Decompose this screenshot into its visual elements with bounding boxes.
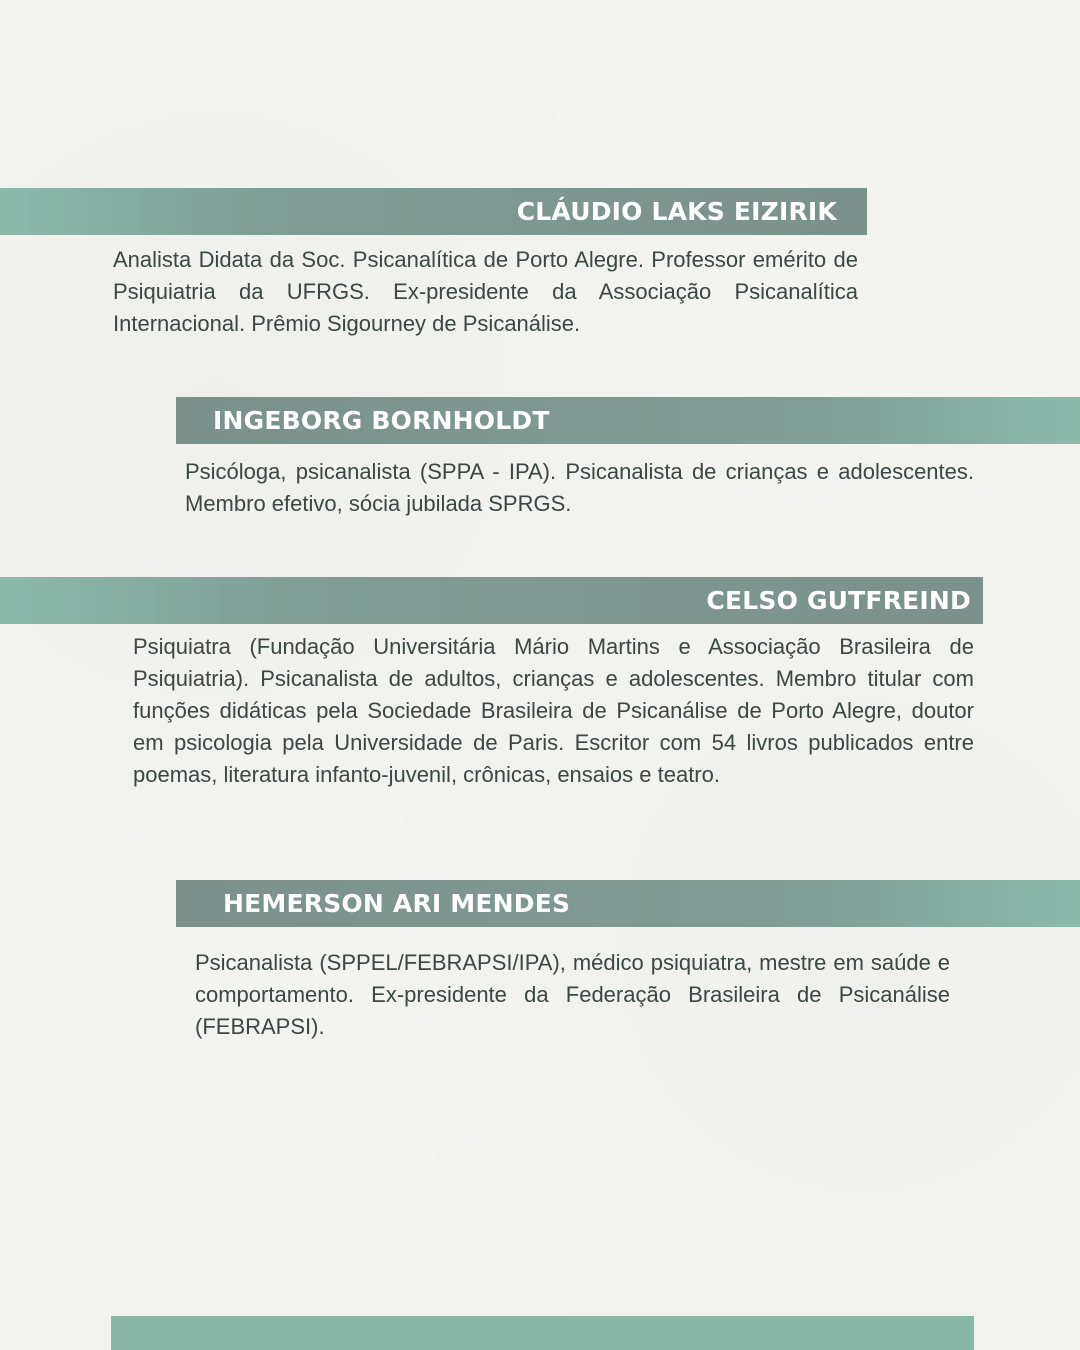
profile-name: CLÁUDIO LAKS EIZIRIK — [516, 197, 837, 226]
profile-bio: Psicanalista (SPPEL/FEBRAPSI/IPA), médico psiquiatra, mestre em saúde e comportamento. Ex-presidente da Federação Brasileira de Psicanálise (FEBRAPSI). — [195, 950, 950, 1039]
profile-bio: Psiquiatra (Fundação Universitária Mário Martins e Associação Brasileira de Psiquiatria). Psicanalista de adultos, crianças e adolescentes. Membro titular com funções didáticas pela Sociedade Brasileira de Psicanálise de Porto Alegre, doutor em psicologia pela Universidade de Paris. Escritor com 54 livros publicados entre poemas, literatura infanto-juvenil, crônicas, ensaios e teatro. — [133, 634, 974, 787]
profile-bio: Analista Didata da Soc. Psicanalítica de Porto Alegre. Professor emérito de Psiquiatria da UFRGS. Ex-presidente da Associação Psicanalítica Internacional. Prêmio Sigourney de Psicanálise. — [113, 247, 858, 336]
profile-name: HEMERSON ARI MENDES — [223, 889, 571, 918]
profile-bio: Psicóloga, psicanalista (SPPA - IPA). Psicanalista de crianças e adolescentes. Membro efetivo, sócia jubilada SPRGS. — [185, 459, 974, 516]
profile-name-banner — [0, 577, 983, 624]
profile-name: CELSO GUTFREIND — [706, 586, 971, 615]
profile-name: INGEBORG BORNHOLDT — [213, 406, 550, 435]
profile-name-banner — [176, 397, 1080, 444]
profile-name-banner — [0, 188, 867, 235]
footer-bar — [111, 1316, 974, 1350]
profile-name-banner — [176, 880, 1080, 927]
